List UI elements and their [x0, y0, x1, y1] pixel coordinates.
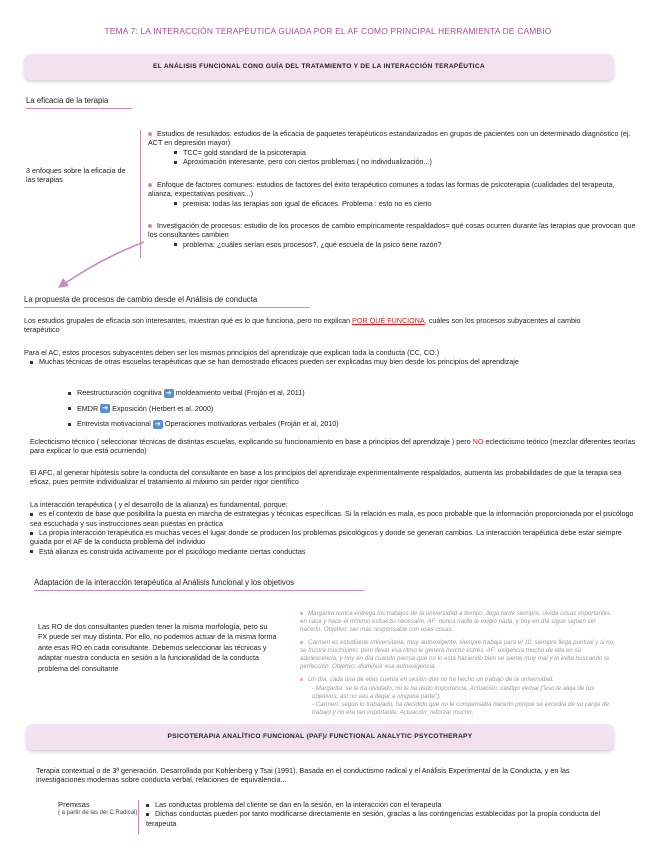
technique-list: [68, 388, 588, 429]
square-bullet-icon: [68, 407, 71, 410]
arrow-right-icon: ➔: [100, 404, 110, 413]
premisas-list: Las conductas problema del cliente se dan en la sesión, en la interacción con el terapeuta Dichas conductas pueden por tanto modificarse directamente en sesión, gracias a las contingencias establecidas por la propia conducta del terapeuta: [146, 800, 601, 828]
technique-row: EMDR ➔ Exposición (Herbert et al. 2000): [68, 404, 588, 414]
examples-list: Margarita nunca entrega los trabajos de la universidad a tiempo, llega tarde siempre, olvida cosas importantes en casa y hace el mínimo esfuerzo necesario. AF: nunca nadie le exigió nada, y hoy en día sigue siguen sin hacerlo. Objetivo: ser más responsable con esas cosas. Carmen es estudiante universitaria, muy autoexigente, siempre trabaja para el 10, siempre llega puntual y si no, se frustra muchísimo; pero llevar esa ritmo le genera mucho estrés. AF: exigencia mucho de ella en su adolescencia, y hoy en día cuando piensa que no lo está haciendo bien se siente muy mal y lo evita buscando la perfección. Objetivo: disminuir esa autoexigencia. Un día, cada una de ellas cuenta en sesión que no ha hecho un trabajo de la universidad. - Margarita: se le ha olvidado, no le ha dado importancia. Actuación: castigo verbal ("eso le aleja de tus objetivos, así no vas a llegar a ninguna parte"). - Carmen: según lo trabajado, ha decidido que no le compensaba hacerlo porque se excedía de su carga de trabajo y no era tan importante. Actuación: reforzar mucho.: [300, 610, 615, 716]
section-banner-paf: PSICOTERAPIA ANALÍTICO FUNCIONAL (PAF)/ FUNCTIONAL ANALYTIC PSYCOTHERAPY: [26, 724, 614, 750]
enfoque-procesos: Investigación de procesos: estudio de los procesos de cambio empíricamente respaldados= qué cosas ocurren durante las terapias que provocan que los consultantes cambien problema: ¿cuáles serían esos procesos?, ¿qué escuela de la psico tiene razón?: [148, 221, 636, 249]
arrow-right-icon: ➔: [164, 389, 174, 398]
paragraph-eclecticismo: Eclecticismo técnico ( seleccionar técnicas de distintas escuelas, explicando su funcionamiento en base a principios del aprendizaje ) pero NO eclecticismo teórico (mezclar diferentes teorías para explicar lo que está ocurriendo): [30, 437, 636, 456]
enfoque-factores-comunes: Enfoque de factores comunes: estudios de factores del éxito terapéutico comunes a todas las formas de psicoterapia (cualidades del terapeuta, alianza, expectativas positivas...) premisa: todas las terapias son igual de eficaces. Problema : esto no es cierto: [148, 180, 615, 208]
technique-row: Reestructuración cognitiva ➔ moldeamiento verbal (Froján et al, 2011): [68, 388, 588, 398]
square-bullet-icon: [174, 161, 177, 164]
paragraph-morfologia: Las RO de dos consultantes pueden tener la misma morfología, pero su FX puede ser muy distinta. Por ello, no podemos actuar de la misma forma ante esas RO en cada consultante. Debemos seleccionar las técnicas y adaptar nuestra conducta en sesión a la funcionalidad de la conducta problema del consultante: [38, 622, 277, 673]
document-title: TEMA 7: LA INTERACCIÓN TERAPÉUTICA GUIADA POR EL AF COMO PRINCIPAL HERRAMIENTA DE CAMBIO: [104, 26, 552, 36]
heading-eficacia: La eficacia de la terapia: [26, 96, 108, 106]
square-bullet-icon: [146, 804, 149, 807]
paragraph-estudios-grupales: Los estudios grupales de eficacia son interesantes, muestran qué es lo que funciona, pero no explican POR QUÉ FUNCIONA, cuáles son los procesos subyacentes al cambio terapéutico: [24, 316, 581, 335]
square-bullet-icon: [68, 392, 71, 395]
premisas-label: Premisas ( a partir de las del C.Radical): [58, 800, 138, 816]
square-bullet-icon: [30, 361, 33, 364]
square-bullet-icon: [30, 532, 33, 535]
bullet-icon: [300, 612, 303, 615]
paragraph-procesos-ac: Para el AC, estos procesos subyacentes deben ser los mismos principios del aprendizaje que explican toda la conducta (CC, CO.) Muchas técnicas de otras escuelas terapéuticas que se han demostrado eficaces pueden ser explicadas muy bien desde los principios del aprendizaje: [24, 348, 519, 367]
curved-arrow-icon: [52, 238, 152, 292]
technique-row: Entrevista motivacional ➔ Operaciones motivadoras verbales (Froján et al, 2010): [68, 419, 588, 429]
bullet-icon: [148, 183, 152, 187]
bullet-icon: [148, 224, 152, 228]
enfoques-label: 3 enfoques sobre la eficacia de las terapias: [26, 166, 126, 185]
square-bullet-icon: [174, 243, 177, 246]
paragraph-afc: El AFC, al generar hipótesis sobre la conducta del consultante en base a los principios del aprendizaje experimentalmente respaldados, aumenta las probabilidades de que la terapia sea eficaz, pues permite individualizar el tratamiento al máximo sin perder rigor científico: [30, 468, 622, 487]
heading-propuesta: La propuesta de procesos de cambio desde el Análisis de conducta: [24, 295, 257, 305]
bullet-icon: [300, 678, 303, 681]
section-banner-analisis-funcional: EL ANÁLISIS FUNCIONAL CONO GUÍA DEL TRATAMIENTO Y DE LA INTERACCIÓN TERAPÉUTICA: [24, 54, 614, 80]
square-bullet-icon: [174, 151, 177, 154]
square-bullet-icon: [68, 423, 71, 426]
square-bullet-icon: [146, 813, 149, 816]
heading-adaptacion: Adaptación de la interacción terapéutica al Análisis funcional y los objetivos: [34, 578, 294, 588]
arrow-right-icon: ➔: [153, 420, 163, 429]
enfoque-resultados: Estudios de resultados: estudios de la eficacia de paquetes terapéuticos estandarizados en grupos de pacientes con un determinado diagnóstico (ej. ACT en depresión mayor) TCC= gold standard de la psicoterapia Aproximación interesante, pero con ciertos problemas ( no individualización...): [148, 129, 631, 167]
bullet-icon: [300, 641, 303, 644]
bullet-icon: [148, 132, 152, 136]
square-bullet-icon: [30, 513, 33, 516]
paragraph-paf-intro: Terapia contextual o de 3ª generación. Desarrollada por Kohlenberg y Tsai (1991). Basada en el conductismo radical y el Análisis Experimental de la Conducta, y en las investigaciones modernas sobre conducta verbal, relaciones de equivalencia...: [36, 766, 570, 785]
square-bullet-icon: [174, 202, 177, 205]
square-bullet-icon: [30, 550, 33, 553]
paragraph-interaccion: La interacción terapéutica ( y el desarrollo de la alianza) es fundamental, porque: es el contexto de base que posibilita la puesta en marcha de estrategias y técnicas específicas. Si la relación es mala, es poco probable que la información proporcionada por el psicólogo sea escuchada y sus instrucciones sean puestas en práctica La propia interacción terapéutica es muchas veces el lugar donde se producen los problemas psicológicos y donde se generan cambios. La interacción terapéutica debe estar siempre guiada por el AF de la conducta problema del individuo Está alianza es construida activamente por el psicólogo mediante ciertas conductas: [30, 500, 634, 556]
brace-line: [138, 800, 139, 834]
